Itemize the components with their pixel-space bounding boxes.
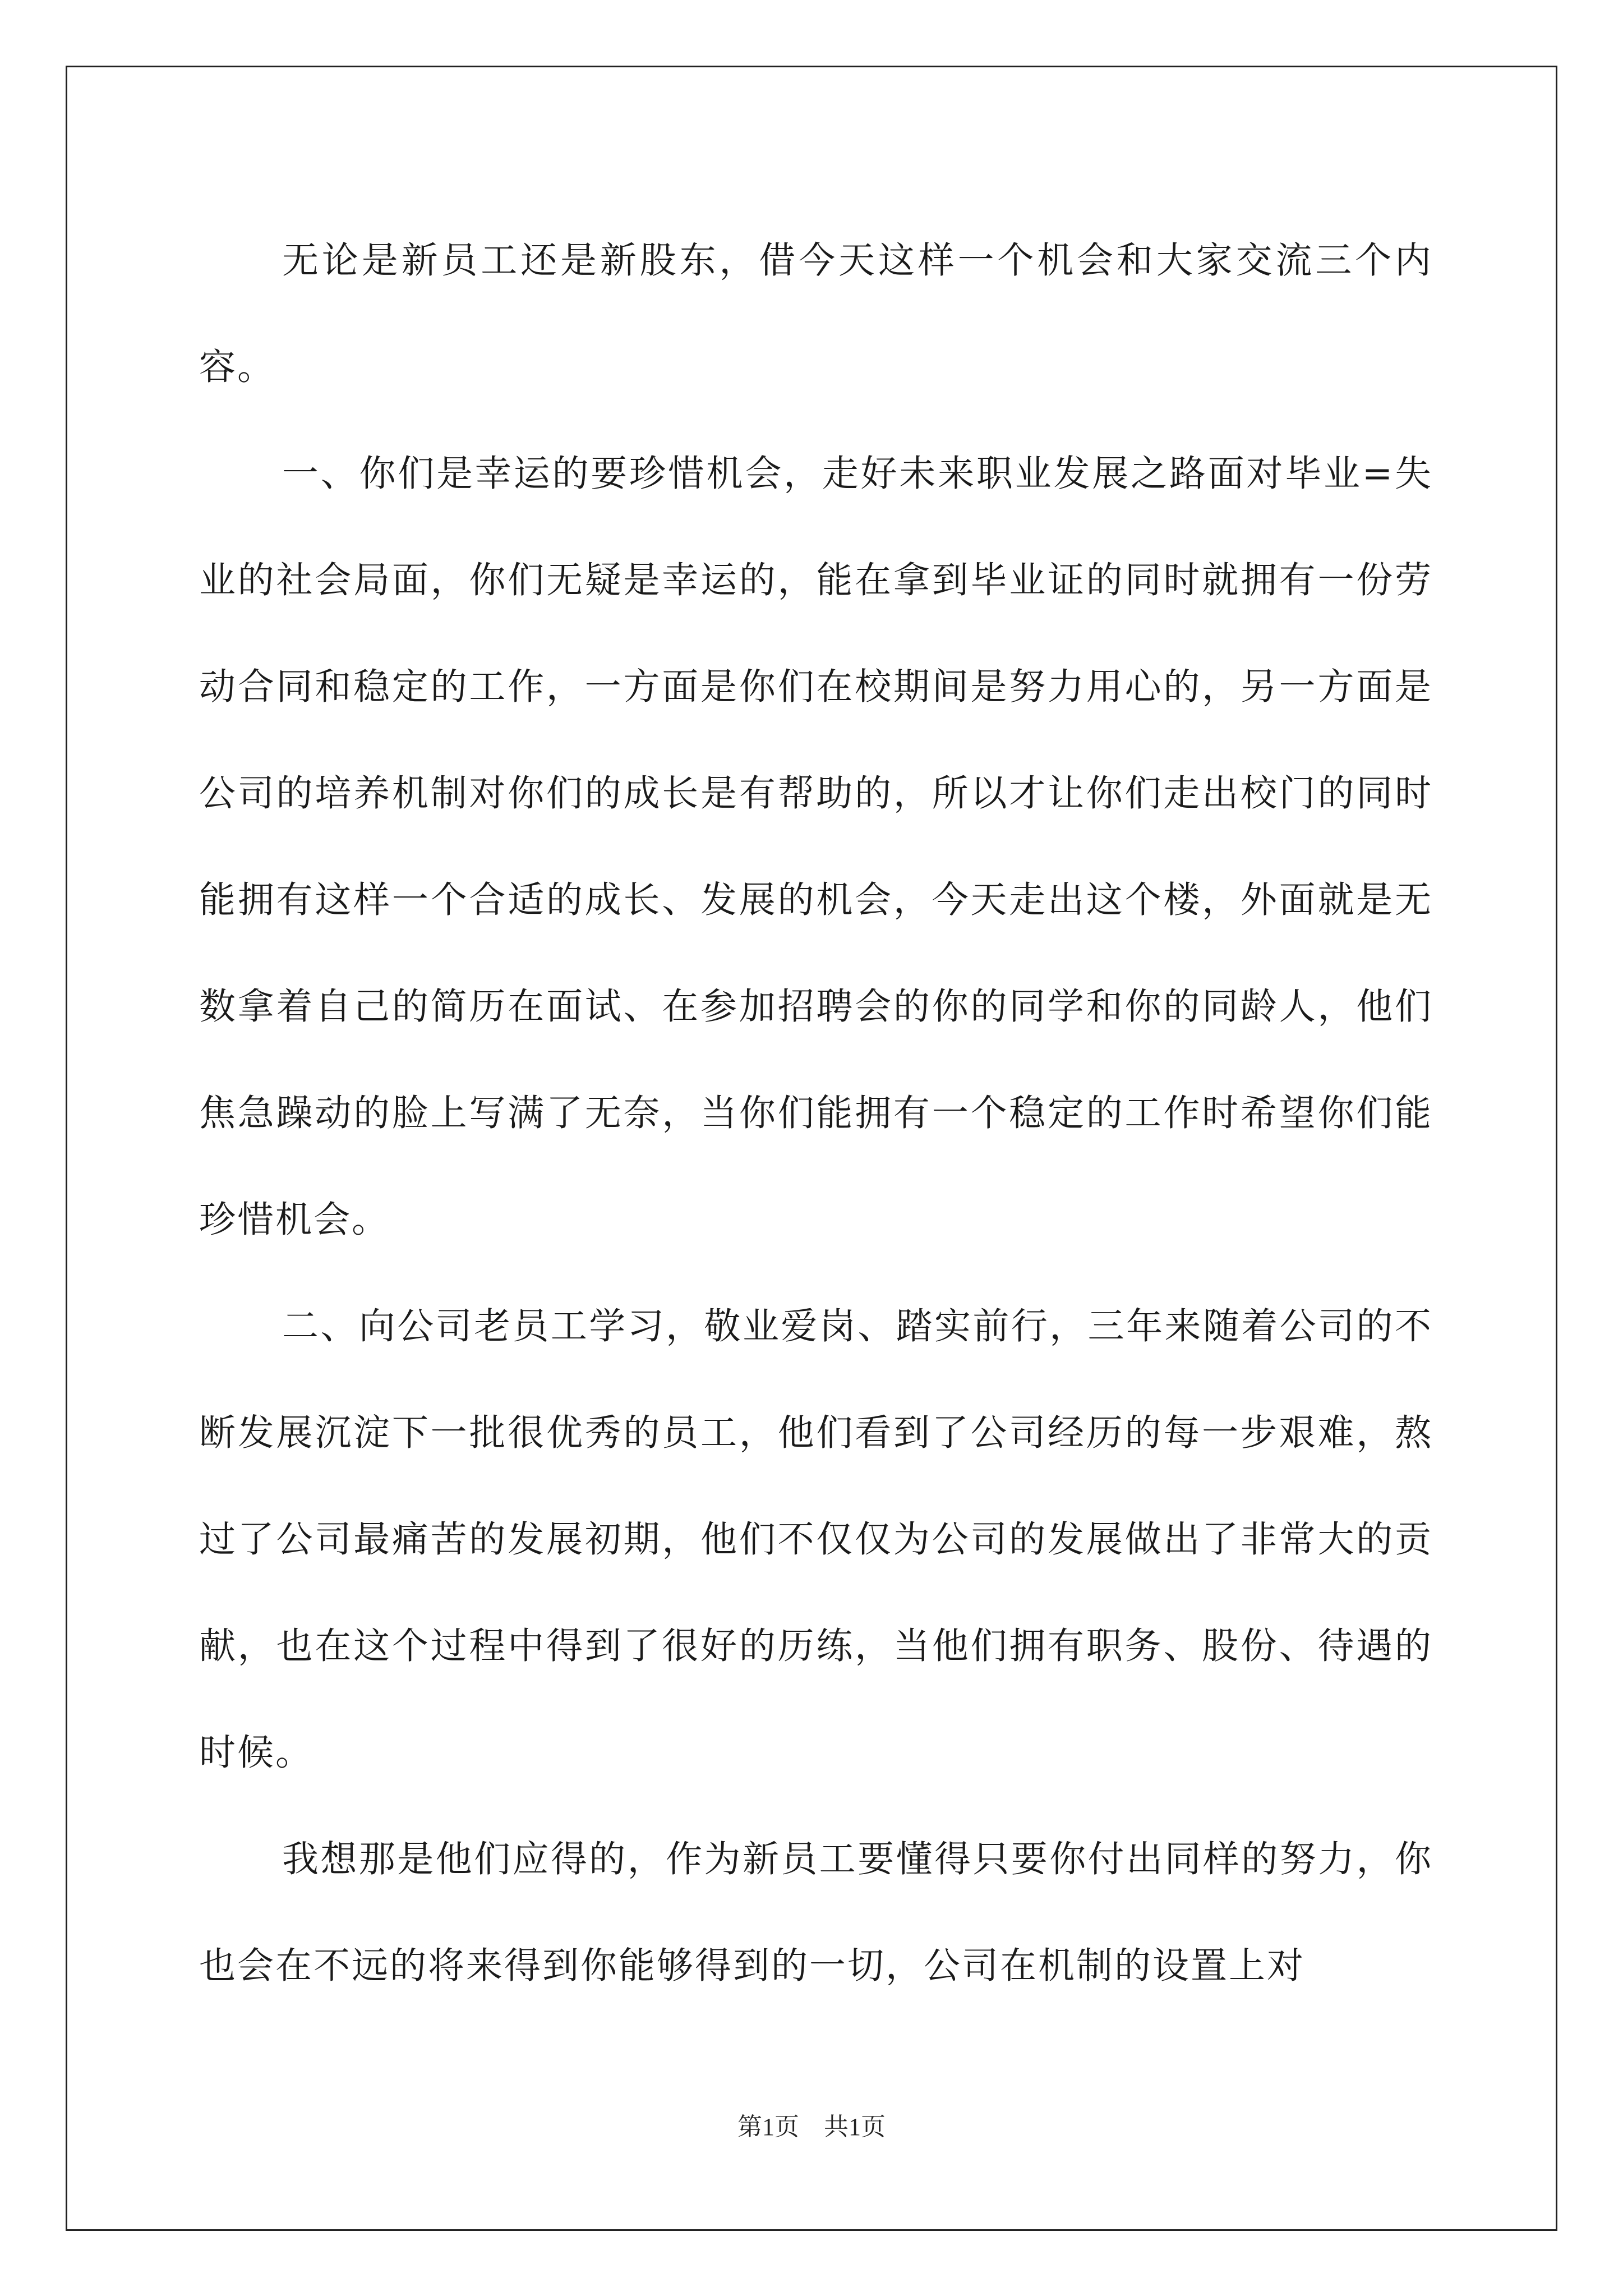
document-body [199, 208, 1433, 2019]
page-number: 第1页 [737, 2113, 799, 2141]
paragraph-point-two: 二、向公司老员工学习，敬业爱岗、踏实前行，三年来随着公司的不断发展沉淀下一批很优秀的员工，他们看到了公司经历的每一步艰难，熬过了公司最痛苦的发展初期，他们不仅仅为公司的发展做出了非常大的贡献，也在这个过程中得到了很好的历练，当他们拥有职务、股份、待遇的时候。 [199, 1305, 1433, 1774]
page-footer [0, 2106, 1623, 2142]
paragraph-point-one: 一、你们是幸运的要珍惜机会，走好未来职业发展之路面对毕业=失业的社会局面，你们无疑是幸运的，能在拿到毕业证的同时就拥有一份劳动合同和稳定的工作，一方面是你们在校期间是努力用心的，另一方面是公司的培养机制对你们的成长是有帮助的，所以才让你们走出校门的同时能拥有这样一个合适的成长、发展的机会，今天走出这个楼，外面就是无数拿着自己的简历在面试、在参加招聘会的你的同学和你的同龄人，他们焦急躁动的脸上写满了无奈，当你们能拥有一个稳定的工作时希望你们能珍惜机会。 [199, 453, 1433, 1241]
paragraph-intro: 无论是新员工还是新股东，借今天这样一个机会和大家交流三个内容。 [199, 240, 1433, 388]
page-total: 共1页 [824, 2113, 886, 2141]
paragraph-continuation: 我想那是他们应得的，作为新员工要懂得只要你付出同样的努力，你也会在不远的将来得到你能够得到的一切，公司在机制的设置上对 [199, 1838, 1433, 1987]
